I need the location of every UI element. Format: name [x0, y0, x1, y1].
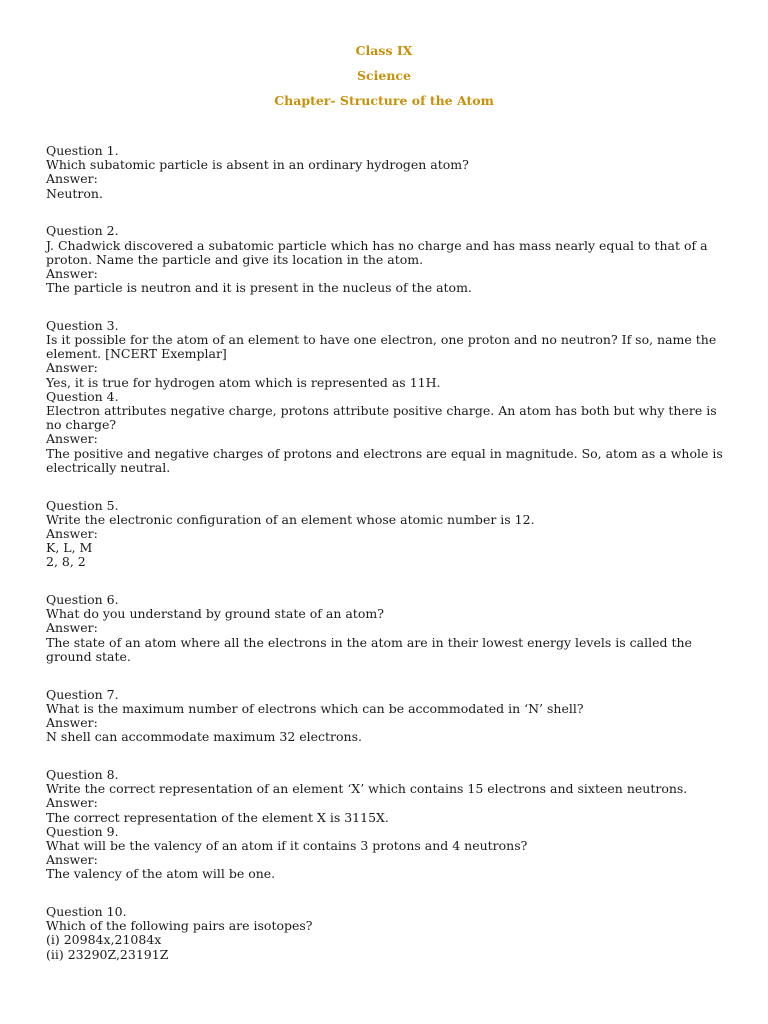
answer-label: Answer: [46, 431, 98, 447]
question-label: Question 5. [46, 497, 119, 513]
answer-text: Neutron. [46, 185, 103, 201]
answer-text: The particle is neutron and it is present in the nucleus of the atom. [46, 280, 472, 296]
question-block-7 [46, 688, 726, 745]
answer-label: Answer: [46, 265, 98, 281]
question-text: Is it possible for the atom of an element to have one electron, one proton and no neutron? If so, name the element. [NCERT Exemplar] [46, 332, 717, 362]
answer-text: Yes, it is true for hydrogen atom which is represented as 11H. [46, 374, 441, 390]
question-block-10 [46, 905, 726, 962]
answer-text: The positive and negative charges of protons and electrons are equal in magnitude. So, atom as a whole is electrically neutral. [46, 445, 723, 475]
question-label: Question 6. [46, 592, 119, 608]
answer-label: Answer: [46, 715, 98, 730]
answer-text: The state of an atom where all the electrons in the atom are in their lowest energy levels is called the ground state. [46, 634, 692, 664]
question-block-1 [46, 144, 726, 201]
question-text: J. Chadwick discovered a subatomic particle which has no charge and has mass nearly equal to that of a proton. Name the particle and give its location in the atom. [46, 237, 708, 267]
answer-label: Answer: [46, 171, 98, 187]
answer-text: K, L, M [46, 540, 93, 556]
answer-label: Answer: [46, 525, 98, 541]
question-text: What will be the valency of an atom if it contains 3 protons and 4 neutrons? [46, 837, 528, 853]
answer-text: The valency of the atom will be one. [46, 866, 276, 882]
question-label: Question 4. [46, 388, 119, 404]
question-text: Write the electronic configuration of an element whose atomic number is 12. [46, 511, 535, 527]
option-text: (i) 20984x,21084x [46, 932, 162, 948]
question-label: Question 10. [46, 904, 127, 920]
question-label: Question 2. [46, 223, 119, 239]
question-block-2 [46, 224, 726, 295]
question-block-8 [46, 768, 726, 825]
question-block-4 [46, 390, 726, 475]
question-block-5 [46, 499, 726, 570]
answer-text: N shell can accommodate maximum 32 electrons. [46, 729, 362, 745]
option-text: (ii) 23290Z,23191Z [46, 946, 169, 962]
question-label: Question 3. [46, 317, 119, 333]
questions-list [46, 144, 726, 962]
question-block-6 [46, 593, 726, 664]
answer-label: Answer: [46, 360, 98, 376]
question-text: What do you understand by ground state of an atom? [46, 606, 384, 622]
document-header [0, 43, 768, 118]
question-text: What is the maximum number of electrons which can be accommodated in ‘N’ shell? [46, 700, 584, 716]
class-label: Class IX [355, 43, 413, 58]
question-text: Write the correct representation of an element ‘X’ which contains 15 electrons and sixteen neutrons. [46, 781, 688, 797]
answer-label: Answer: [46, 795, 98, 811]
question-text: Which of the following pairs are isotopes? [46, 918, 313, 934]
question-text: Which subatomic particle is absent in an ordinary hydrogen atom? [46, 157, 469, 173]
question-label: Question 7. [46, 686, 119, 702]
question-label: Question 9. [46, 823, 119, 839]
question-label: Question 8. [46, 766, 119, 782]
answer-label: Answer: [46, 620, 98, 636]
subject-label: Science [357, 68, 411, 83]
question-block-9 [46, 825, 726, 882]
answer-text: The correct representation of the element X is 3115X. [46, 809, 389, 825]
answer-text: 2, 8, 2 [46, 554, 86, 570]
question-label: Question 1. [46, 143, 119, 158]
question-block-3 [46, 319, 726, 390]
chapter-title: Chapter- Structure of the Atom [274, 93, 494, 108]
answer-label: Answer: [46, 852, 98, 868]
question-text: Electron attributes negative charge, protons attribute positive charge. An atom has both but why there is no charge? [46, 403, 717, 433]
